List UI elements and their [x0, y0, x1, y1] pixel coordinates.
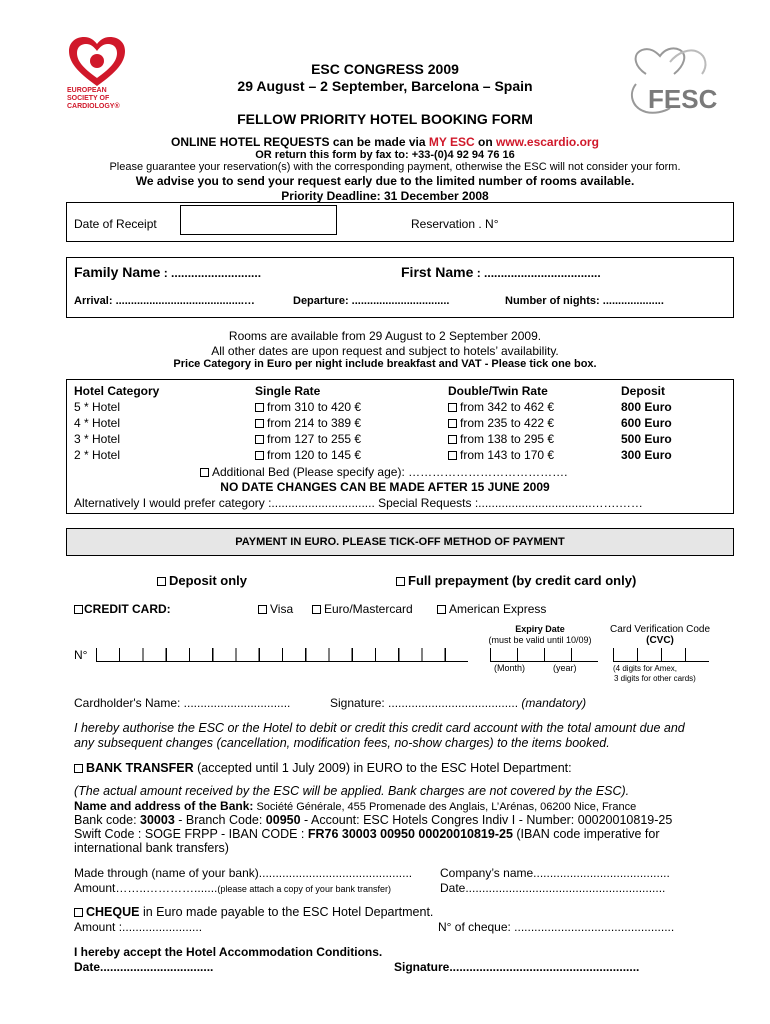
hotel-category: 2 * Hotel — [74, 448, 121, 462]
guarantee-note: Please guarantee your reservation(s) with the corresponding payment, otherwise the ESC will not consider your form. — [109, 161, 681, 173]
hotel-category: 3 * Hotel — [74, 432, 121, 446]
cvc-field[interactable] — [613, 648, 709, 662]
checkbox-icon — [255, 419, 264, 428]
esc-logo-line: CARDIOLOGY® — [67, 103, 120, 110]
checkbox-icon — [200, 468, 209, 477]
cheque-option[interactable]: CHEQUE in Euro made payable to the ESC Hotel Department. — [74, 905, 433, 919]
receipt-date-field[interactable] — [180, 205, 337, 235]
departure-field[interactable]: Departure: ................................ — [293, 295, 450, 307]
additional-bed-option[interactable]: Additional Bed (Please specify age): …………………………………. — [200, 465, 567, 479]
congress-title: ESC CONGRESS 2009 — [311, 61, 459, 77]
double-rate-option[interactable]: from 342 to 462 € — [448, 400, 554, 414]
company-name-field[interactable]: Company’s name......................................... — [440, 866, 670, 880]
cvc-note: (4 digits for Amex, 3 digits for other cards) — [613, 664, 696, 683]
authorise-line: any subsequent changes (cancellation, modification fees, no-show charges) to the items booked. — [74, 736, 610, 750]
family-name-field[interactable]: Family Name : ........................... — [74, 264, 262, 280]
double-rate-option[interactable]: from 138 to 295 € — [448, 432, 554, 446]
rooms-available: Rooms are available from 29 August to 2 September 2009. — [228, 329, 542, 343]
card-number-label: N° — [74, 648, 88, 662]
expiry-title: Expiry Date — [515, 624, 565, 634]
header-hotel-category: Hotel Category — [74, 384, 160, 398]
receipt-box — [66, 202, 734, 242]
checkbox-icon — [74, 908, 83, 917]
checkbox-icon — [396, 577, 405, 586]
price-category-note: Price Category in Euro per night include breakfast and VAT - Please tick one box. — [173, 358, 597, 370]
checkbox-icon — [255, 435, 264, 444]
cardholder-name-field[interactable]: Cardholder's Name: ................................ — [74, 696, 291, 710]
first-name-field[interactable]: First Name : ................................... — [401, 264, 601, 280]
bank-date-field[interactable]: Date............................................................ — [440, 881, 666, 895]
payment-banner: PAYMENT IN EURO. PLEASE TICK-OFF METHOD OF PAYMENT — [66, 528, 734, 556]
swift-iban-cont: international bank transfers) — [74, 841, 229, 855]
made-through-field[interactable]: Made through (name of your bank).............................................. — [74, 866, 413, 880]
month-label: (Month) — [494, 663, 526, 673]
checkbox-icon — [448, 403, 457, 412]
single-rate-option[interactable]: from 310 to 420 € — [255, 400, 361, 414]
date-of-receipt-label: Date of Receipt — [74, 217, 157, 231]
card-number-field[interactable] — [96, 648, 468, 662]
header-double-rate: Double/Twin Rate — [448, 384, 548, 398]
full-prepayment-option[interactable]: Full prepayment (by credit card only) — [396, 573, 636, 588]
cvc-abbr: (CVC) — [646, 635, 674, 646]
checkbox-icon — [437, 605, 446, 614]
checkbox-icon — [312, 605, 321, 614]
single-rate-option[interactable]: from 120 to 145 € — [255, 448, 361, 462]
accept-conditions: I hereby accept the Hotel Accommodation Conditions. — [74, 945, 383, 959]
credit-card-option[interactable]: CREDIT CARD: — [74, 602, 171, 616]
checkbox-icon — [258, 605, 267, 614]
my-esc-link[interactable]: MY ESC — [428, 135, 475, 149]
nights-field[interactable]: Number of nights: .................... — [505, 295, 664, 307]
cheque-amount-field[interactable]: Amount :........................ — [74, 920, 203, 934]
double-rate-option[interactable]: from 143 to 170 € — [448, 448, 554, 462]
checkbox-icon — [74, 605, 83, 614]
arrival-field[interactable]: Arrival: ..........................................… — [74, 295, 255, 307]
euromaster-option[interactable]: Euro/Mastercard — [312, 602, 413, 616]
cheque-number-field[interactable]: N° of cheque: ................................................ — [438, 920, 675, 934]
deposit-amount: 800 Euro — [621, 400, 672, 414]
authorise-line: I hereby authorise the ESC or the Hotel to debit or credit this credit card account with the total amount due and — [74, 721, 685, 735]
expiry-note: (must be valid until 10/09) — [488, 635, 592, 645]
checkbox-icon — [255, 403, 264, 412]
expiry-field[interactable] — [490, 648, 598, 662]
single-rate-option[interactable]: from 214 to 389 € — [255, 416, 361, 430]
no-date-changes: NO DATE CHANGES CAN BE MADE AFTER 15 JUNE 2009 — [220, 480, 550, 494]
double-rate-option[interactable]: from 235 to 422 € — [448, 416, 554, 430]
deposit-amount: 500 Euro — [621, 432, 672, 446]
fesc-logo-text: FESC — [648, 84, 718, 114]
bank-codes: Bank code: 30003 - Branch Code: 00950 - Account: ESC Hotels Congres Indiv I - Number: 00020010819-25 — [74, 813, 673, 827]
alternative-category-field[interactable]: Alternatively I would prefer category :............................... Special Requests :..................................…….…… — [74, 496, 643, 510]
esc-logo-line: SOCIETY OF — [67, 95, 110, 102]
bank-amount-field[interactable]: Amount……..………….......(please attach a copy of your bank transfer) — [74, 881, 391, 895]
hotel-category: 5 * Hotel — [74, 400, 121, 414]
checkbox-icon — [448, 451, 457, 460]
escardio-link[interactable]: www.escardio.org — [496, 135, 599, 149]
header-deposit: Deposit — [621, 384, 666, 398]
checkbox-icon — [448, 435, 457, 444]
swift-iban: Swift Code : SOGE FRPP - IBAN CODE : FR76 30003 00950 00020010819-25 (IBAN code imperative for — [74, 827, 660, 841]
reservation-label: Reservation . N° — [411, 217, 499, 231]
accept-date-field[interactable]: Date.................................. — [74, 960, 214, 974]
advise-note: We advise you to send your request early due to the limited number of rooms available. — [135, 174, 635, 188]
deposit-amount: 300 Euro — [621, 448, 672, 462]
checkbox-icon — [74, 764, 83, 773]
signature-field[interactable]: Signature: ....................................... (mandatory) — [330, 696, 587, 710]
deposit-only-option[interactable]: Deposit only — [157, 573, 247, 588]
deposit-amount: 600 Euro — [621, 416, 672, 430]
bank-charges-note: (The actual amount received by the ESC will be applied. Bank charges are not covered by the ESC). — [74, 784, 630, 798]
hotel-category: 4 * Hotel — [74, 416, 121, 430]
fax-line: OR return this form by fax to: +33-(0)4 92 94 76 16 — [255, 149, 515, 161]
amex-option[interactable]: American Express — [437, 602, 546, 616]
priority-deadline: Priority Deadline: 31 December 2008 — [281, 189, 489, 203]
checkbox-icon — [255, 451, 264, 460]
accept-signature-field[interactable]: Signature......................................................... — [394, 960, 640, 974]
esc-logo-line: EUROPEAN — [67, 87, 107, 94]
cvc-title: Card Verification Code — [609, 624, 711, 635]
online-requests: ONLINE HOTEL REQUESTS can be made via MY ESC on www.escardio.org — [171, 135, 599, 149]
form-title: FELLOW PRIORITY HOTEL BOOKING FORM — [237, 111, 533, 127]
checkbox-icon — [157, 577, 166, 586]
single-rate-option[interactable]: from 127 to 255 € — [255, 432, 361, 446]
year-label: (year) — [553, 663, 577, 673]
bank-transfer-option[interactable]: BANK TRANSFER (accepted until 1 July 2009) in EURO to the ESC Hotel Department: — [74, 761, 572, 775]
rooms-other-dates: All other dates are upon request and subject to hotels’ availability. — [211, 344, 559, 358]
checkbox-icon — [448, 419, 457, 428]
bank-name-address: Name and address of the Bank: Société Générale, 455 Promenade des Anglais, L’Arénas, 06200 Nice, France — [74, 799, 637, 813]
congress-dates: 29 August – 2 September, Barcelona – Spain — [237, 78, 533, 94]
header-single-rate: Single Rate — [255, 384, 321, 398]
visa-option[interactable]: Visa — [258, 602, 293, 616]
